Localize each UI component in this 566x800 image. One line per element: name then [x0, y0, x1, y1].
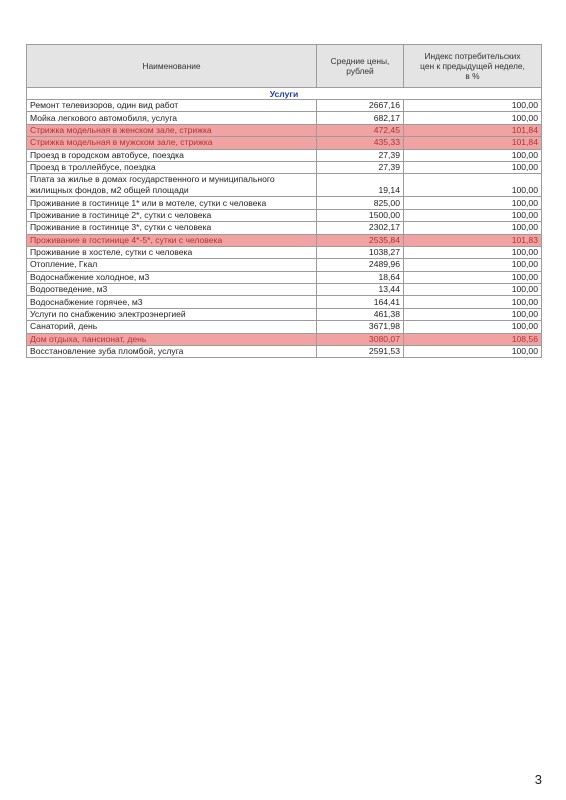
header-price-index: [404, 45, 542, 88]
table-row: [27, 259, 542, 271]
average-price-cell: 1038,27: [317, 246, 404, 258]
header-name: [27, 45, 317, 88]
header-line: цен к предыдущей неделе,: [420, 61, 525, 71]
table-row: [27, 209, 542, 221]
service-name-cell: [27, 259, 317, 271]
table-row: [27, 137, 542, 149]
price-index-cell: 100,00: [404, 246, 542, 258]
price-index-cell: 108,56: [404, 333, 542, 345]
table-row: [27, 149, 542, 161]
price-index-cell: 100,00: [404, 197, 542, 209]
page-number: 3: [534, 772, 542, 787]
average-price-cell: 19,14: [317, 174, 404, 197]
service-name-cell: [27, 209, 317, 221]
table-row: [27, 321, 542, 333]
service-name-cell: [27, 234, 317, 246]
service-name-cell: [27, 284, 317, 296]
service-name: Дом отдыха, пансионат, день: [30, 333, 147, 344]
service-name-cell: [27, 222, 317, 234]
table-row: [27, 124, 542, 136]
average-price-cell: 825,00: [317, 197, 404, 209]
service-name-cell: [27, 161, 317, 173]
service-name: Мойка легкового автомобиля, услуга: [30, 112, 178, 123]
service-name-cell: [27, 296, 317, 308]
header-average-price: [317, 45, 404, 88]
table-row: [27, 333, 542, 345]
price-index-cell: 100,00: [404, 346, 542, 358]
table-row: [27, 161, 542, 173]
table-row: [27, 222, 542, 234]
service-name-cell: [27, 149, 317, 161]
table-row: [27, 246, 542, 258]
table-row: [27, 197, 542, 209]
table-row: [27, 174, 542, 197]
header-line: Индекс потребительских: [424, 51, 521, 61]
service-name: Водоснабжение горячее, м3: [30, 296, 143, 307]
service-name-cell: [27, 174, 317, 197]
service-name: Проживание в гостинице 2*, сутки с человека: [30, 209, 212, 220]
average-price-cell: 2535,84: [317, 234, 404, 246]
service-name: Ремонт телевизоров, один вид работ: [30, 100, 179, 111]
average-price-cell: 435,33: [317, 137, 404, 149]
table-row: [27, 234, 542, 246]
service-name: Водоснабжение холодное, м3: [30, 271, 150, 282]
service-name: Проживание в гостинице 1* или в мотеле, сутки с человека: [30, 197, 267, 208]
service-name-cell: [27, 100, 317, 112]
average-price-cell: 682,17: [317, 112, 404, 124]
price-index-cell: 101,84: [404, 137, 542, 149]
service-name: Водоотведение, м3: [30, 284, 108, 295]
price-index-cell: 101,84: [404, 124, 542, 136]
header-line: в %: [465, 71, 480, 81]
average-price-cell: 2591,53: [317, 346, 404, 358]
service-name: Проживание в гостинице 4*-5*, сутки с человека: [30, 234, 223, 245]
price-index-cell: 100,00: [404, 271, 542, 283]
service-name: Плата за жилье в домах государственного и муниципального: [30, 174, 275, 185]
service-name-cell: [27, 308, 317, 320]
service-name: Восстановление зуба пломбой, услуга: [30, 346, 184, 357]
price-index-cell: 100,00: [404, 112, 542, 124]
price-index-cell: 100,00: [404, 308, 542, 320]
price-index-cell: 100,00: [404, 259, 542, 271]
header-line: Наименование: [142, 61, 201, 71]
section-title: Услуги: [27, 88, 542, 100]
table-row: [27, 100, 542, 112]
average-price-cell: 3671,98: [317, 321, 404, 333]
average-price-cell: 1500,00: [317, 209, 404, 221]
price-index-cell: 100,00: [404, 100, 542, 112]
table-row: [27, 284, 542, 296]
service-name-cell: [27, 346, 317, 358]
average-price-cell: 2302,17: [317, 222, 404, 234]
service-name: Стрижка модельная в женском зале, стрижка: [30, 124, 212, 135]
price-index-cell: 100,00: [404, 174, 542, 197]
service-name: Проживание в гостинице 3*, сутки с человека: [30, 222, 212, 233]
price-index-cell: 100,00: [404, 296, 542, 308]
price-index-cell: 100,00: [404, 321, 542, 333]
average-price-cell: 18,64: [317, 271, 404, 283]
table-body: [27, 88, 542, 358]
service-name-cell: [27, 197, 317, 209]
service-name-cell: [27, 112, 317, 124]
service-name-cell: [27, 124, 317, 136]
average-price-cell: 27,39: [317, 161, 404, 173]
table-row: [27, 296, 542, 308]
table-row: [27, 271, 542, 283]
service-name: жилищных фондов, м2 общей площади: [30, 185, 189, 196]
table-header-row: [27, 45, 542, 88]
table-row: [27, 308, 542, 320]
average-price-cell: 2667,16: [317, 100, 404, 112]
table-row: [27, 346, 542, 358]
header-line: Средние цены,: [330, 56, 390, 66]
service-name: Отопление, Гкал: [30, 259, 98, 270]
service-name-cell: [27, 246, 317, 258]
services-price-table: [26, 44, 542, 358]
average-price-cell: 2489,96: [317, 259, 404, 271]
average-price-cell: 27,39: [317, 149, 404, 161]
service-name: Услуги по снабжению электроэнергией: [30, 309, 186, 320]
service-name: Проезд в троллейбусе, поездка: [30, 162, 156, 173]
price-index-cell: 101,83: [404, 234, 542, 246]
service-name: Проживание в хостеле, сутки с человека: [30, 247, 193, 258]
average-price-cell: 13,44: [317, 284, 404, 296]
section-header-row: [27, 88, 542, 100]
service-name: Стрижка модельная в мужском зале, стрижка: [30, 137, 213, 148]
service-name-cell: [27, 137, 317, 149]
service-name-cell: [27, 333, 317, 345]
average-price-cell: 472,45: [317, 124, 404, 136]
service-name: Проезд в городском автобусе, поездка: [30, 149, 184, 160]
service-name-cell: [27, 321, 317, 333]
price-index-cell: 100,00: [404, 284, 542, 296]
price-index-cell: 100,00: [404, 222, 542, 234]
price-index-cell: 100,00: [404, 149, 542, 161]
average-price-cell: 461,38: [317, 308, 404, 320]
price-index-cell: 100,00: [404, 209, 542, 221]
service-name: Санаторий, день: [30, 321, 98, 332]
average-price-cell: 164,41: [317, 296, 404, 308]
table-row: [27, 112, 542, 124]
price-index-cell: 100,00: [404, 161, 542, 173]
header-line: рублей: [346, 66, 374, 76]
service-name-cell: [27, 271, 317, 283]
average-price-cell: 3080,07: [317, 333, 404, 345]
